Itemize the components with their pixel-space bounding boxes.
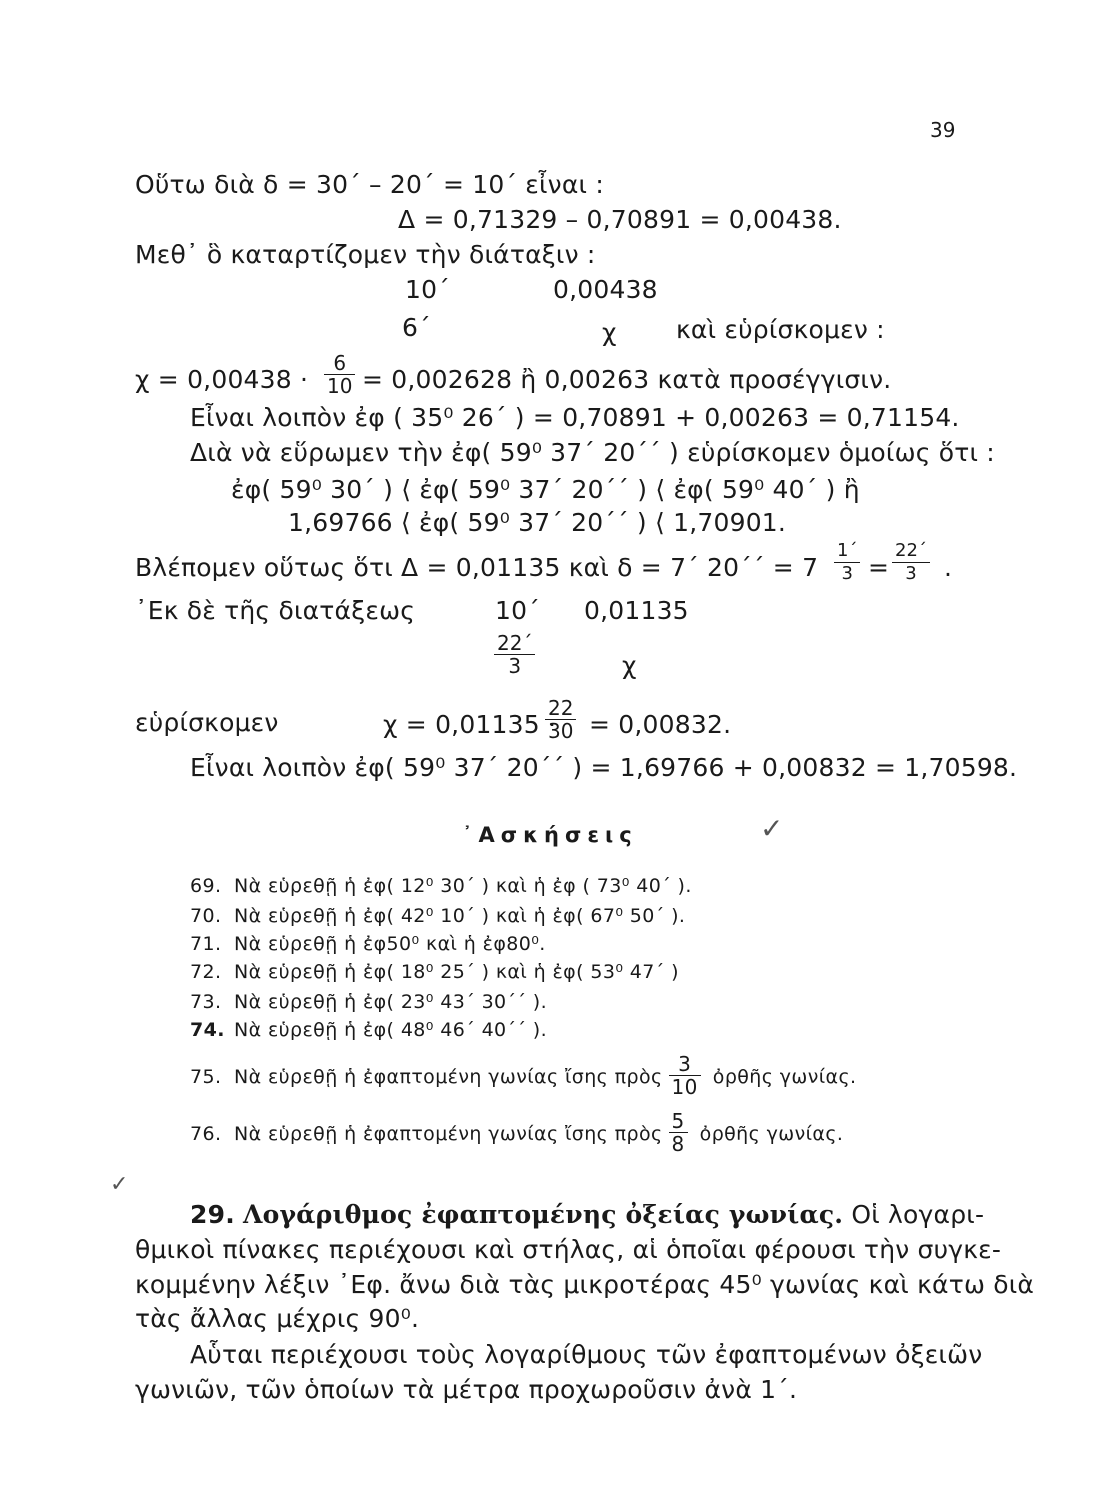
fraction-denominator: 8 [671,1132,685,1156]
text-line: Δ = 0,71329 – 0,70891 = 0,00438. [398,205,842,234]
fraction-denominator: 10 [327,374,353,398]
equation-left: χ = 0,01135 · [383,710,557,739]
text-line: Εἶναι λοιπὸν ἐφ ( 35⁰ 26΄ ) = 0,70891 + 0,00263 = 0,71154. [190,403,960,432]
exercise-number: 71. [190,933,222,955]
exercise-text: Νὰ εὑρεθῇ ἡ ἐφ( 12⁰ 30΄ ) καὶ ἡ ἐφ ( 73⁰ 40΄ ). [234,875,692,897]
fraction-numerator: 22 [545,697,576,720]
period: . [944,553,953,582]
fraction [892,540,930,585]
exercise-text: Νὰ εὑρεθῇ ἡ ἐφ( 48⁰ 46΄ 40΄΄ ). [234,1019,548,1041]
exercise-number: 76. [190,1123,222,1145]
exercise-text-tail: ὀρθῆς γωνίας. [699,1123,844,1145]
text-line: ᾽Εκ δὲ τῆς διατάξεως [135,596,416,625]
text-line: καὶ εὑρίσκομεν : [676,315,885,344]
fraction-denominator: 3 [508,654,522,678]
exercise-item [190,932,546,956]
text-line: Βλέπομεν οὕτως ὅτι Δ = 0,01135 καὶ δ = 7΄ 20΄΄ = 7 [135,553,819,582]
exercise-text: Νὰ εὑρεθῇ ἡ ἐφαπτομένη γωνίας ἴσης πρὸς [234,1066,663,1088]
text-line: ἐφ( 59⁰ 30΄ ) ⟨ ἐφ( 59⁰ 37΄ 20΄΄ ) ⟨ ἐφ( 59⁰ 40΄ ) ἢ [231,475,860,504]
text-line: Μεθ᾽ ὃ καταρτίζομεν τὴν διάταξιν : [135,240,596,269]
section-heading-line [190,1200,984,1230]
pencil-mark-icon: ✓ [110,1172,129,1197]
checkmark-icon: ✓ [760,812,784,845]
table-cell: χ [622,651,637,680]
exercise-number: 70. [190,905,222,927]
fraction [545,697,576,742]
exercise-text: Νὰ εὑρεθῇ ἡ ἐφαπτομένη γωνίας ἴσης πρὸς [234,1123,663,1145]
exercise-item [190,960,679,984]
exercise-number: 73. [190,991,222,1013]
fraction [494,632,535,677]
fraction-numerator: 1΄ [834,540,860,563]
page-number: 39 [930,118,956,142]
paragraph-line: Αὗται περιέχουσι τοὺς λογαρίθμους τῶν ἐφαπτομένων ὀξειῶν [190,1340,983,1369]
fraction-denominator: 10 [671,1075,698,1099]
paragraph-line: γωνιῶν, τῶν ὁποίων τὰ μέτρα προχωροῦσιν ἀνὰ 1΄. [135,1375,798,1404]
equation-right: = 0,002628 ἢ 0,00263 κατὰ προσέγγισιν. [362,365,892,394]
exercise-item [190,1052,857,1100]
fraction-denominator: 3 [841,563,853,584]
table-cell: 0,01135 [584,596,689,625]
fraction-numerator: 5 [669,1110,688,1133]
fraction-numerator: 3 [669,1053,701,1076]
exercise-item [190,904,685,928]
paragraph-text: Οἱ λογαρι- [851,1200,985,1229]
equation-left: χ = 0,00438 · [135,365,309,394]
exercise-number: 69. [190,875,222,897]
exercise-text: Νὰ εὑρεθῇ ἡ ἐφ( 23⁰ 43΄ 30΄΄ ). [234,991,548,1013]
table-cell: χ [602,318,617,347]
exercise-item [190,874,692,898]
fraction-numerator: 22΄ [892,540,930,563]
table-cell: 10΄ [405,275,450,304]
exercise-number: 75. [190,1066,222,1088]
fraction [834,540,860,585]
table-cell: 6΄ [402,313,431,342]
fraction-denominator: 30 [548,719,574,743]
exercise-text: Νὰ εὑρεθῇ ἡ ἐφ( 42⁰ 10΄ ) καὶ ἡ ἐφ( 67⁰ 50΄ ). [234,905,686,927]
equation-right: = 0,00832. [589,710,732,739]
exercise-number: 72. [190,961,222,983]
paragraph-line: τὰς ἄλλας μέχρις 90⁰. [135,1304,420,1333]
text-line: εὑρίσκομεν [135,708,279,737]
exercise-text: Νὰ εὑρεθῇ ἡ ἐφ50⁰ καὶ ἡ ἐφ80⁰. [234,933,546,955]
fraction-numerator: 22΄ [494,632,535,655]
text-line: Εἶναι λοιπὸν ἐφ( 59⁰ 37΄ 20΄΄ ) = 1,69766 + 0,00832 = 1,70598. [190,753,1018,782]
section-title: Λογάριθμος ἐφαπτομένης ὀξείας γωνίας. [243,1200,844,1229]
text-line: 1,69766 ⟨ ἐφ( 59⁰ 37΄ 20΄΄ ) ⟨ 1,70901. [288,508,787,537]
exercise-number: 74. [190,1019,225,1041]
exercise-item [190,1018,547,1042]
fraction [324,352,355,397]
exercise-text: Νὰ εὑρεθῇ ἡ ἐφ( 18⁰ 25΄ ) καὶ ἡ ἐφ( 53⁰ 47΄ ) [234,961,679,983]
text-line: Διὰ νὰ εὕρωμεν τὴν ἐφ( 59⁰ 37΄ 20΄΄ ) εὑρίσκομεν ὁμοίως ὅτι : [190,438,995,467]
equals-sign: = [868,553,890,582]
table-cell: 10΄ [495,596,540,625]
section-number: 29. [190,1200,235,1229]
paragraph-line: κομμένην λέξιν ᾽Εφ. ἄνω διὰ τὰς μικροτέρας 45⁰ γωνίας καὶ κάτω διὰ [135,1270,1035,1299]
exercise-text-tail: ὀρθῆς γωνίας. [712,1066,857,1088]
paragraph-line: θμικοὶ πίνακες περιέχουσι καὶ στήλας, αἱ ὁποῖαι φέρουσι τὴν συγκε- [135,1235,1002,1264]
exercise-item [190,1109,844,1157]
exercise-item [190,990,547,1014]
table-cell: 0,00438 [553,275,658,304]
fraction-numerator: 6 [324,352,355,375]
fraction [669,1110,688,1155]
exercises-heading: ᾽Ασκήσεις [462,823,638,847]
text-line: Οὕτω διὰ δ = 30΄ – 20΄ = 10΄ εἶναι : [135,170,604,199]
fraction [669,1053,701,1098]
fraction-denominator: 3 [905,563,917,584]
